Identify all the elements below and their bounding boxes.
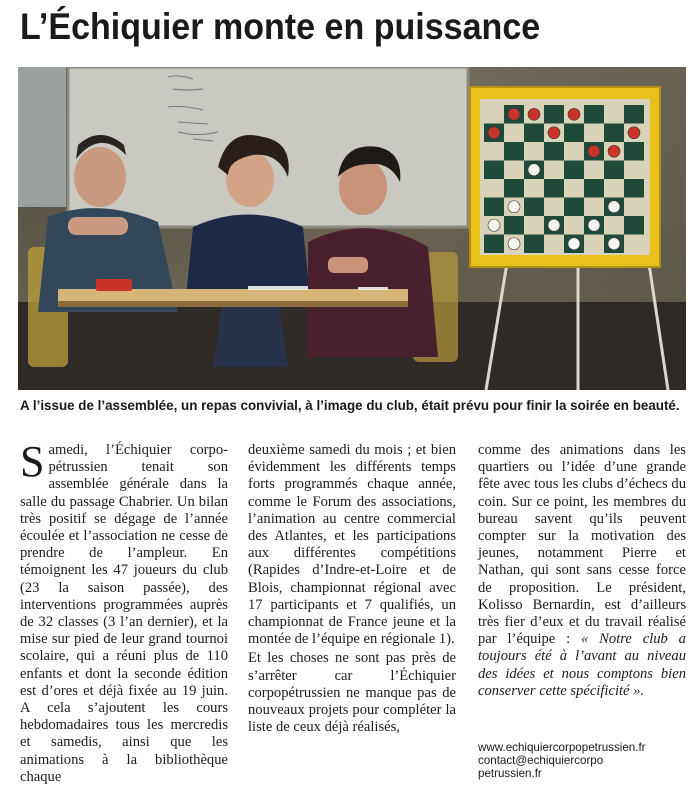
chess-piece [508, 108, 520, 120]
chess-piece [608, 201, 620, 213]
chess-square [544, 105, 564, 124]
chess-square [564, 198, 584, 217]
chess-piece [548, 127, 560, 139]
chess-board [484, 105, 644, 253]
chess-square [604, 179, 624, 198]
chess-square [484, 235, 504, 254]
chess-square [504, 179, 524, 198]
chess-square [584, 198, 604, 217]
chess-square [504, 124, 524, 143]
contact-links [478, 741, 688, 780]
chess-piece [528, 108, 540, 120]
chess-square [624, 198, 644, 217]
chess-square [564, 124, 584, 143]
chess-piece [508, 238, 520, 250]
chess-square [564, 142, 584, 161]
headline: L’Échiquier monte en puissance [20, 6, 541, 47]
chess-square [584, 179, 604, 198]
chess-piece [508, 201, 520, 213]
chess-square [624, 235, 644, 254]
chess-square [484, 179, 504, 198]
chess-square [604, 161, 624, 180]
chess-square [524, 216, 544, 235]
chess-square [484, 198, 504, 217]
chess-square [524, 179, 544, 198]
paragraph: Et les choses ne sont pas près de s’arrêter car l’Échiquier corpopétrussien ne manque pas de nouveaux projets pour compléter la liste de ceux déjà réalisés, [248, 650, 456, 736]
chess-square [544, 179, 564, 198]
chess-square [564, 179, 584, 198]
chess-square [544, 198, 564, 217]
chess-piece [588, 219, 600, 231]
chess-square [544, 235, 564, 254]
chess-square [624, 161, 644, 180]
article-photo [18, 67, 686, 390]
chess-square [604, 216, 624, 235]
drop-cap: S [20, 437, 45, 486]
chess-piece [548, 219, 560, 231]
chess-square [564, 216, 584, 235]
chess-square [624, 216, 644, 235]
chess-square [504, 161, 524, 180]
chess-square [584, 235, 604, 254]
chess-square [544, 161, 564, 180]
chess-square [484, 161, 504, 180]
paragraph-text: amedi, l’Échiquier corpo-pétrussien tenait son assemblée générale dans la salle du passage Chabrier. Un bilan très positif se dégage de l’année écoulée et l’association ne cesse de prendre de l’ampleur. En témoignent les 47 joueurs du club (23 la saison passée), des interventions programmées auprès de 32 classes (3 l’an dernier), et la mise sur pied de leur grand tournoi scolaire, qui a réuni plus de 110 enfants et dont la seconde édition est d’ores et déjà fixée au 19 juin. A cela s’ajoutent les cours hebdomadaires tous les mercredis et samedis, ainsi que les animations à la bibliothèque chaque [20, 442, 228, 785]
chess-piece [608, 238, 620, 250]
chess-piece [488, 219, 500, 231]
chess-square [504, 142, 524, 161]
chess-square [524, 124, 544, 143]
chess-piece [608, 145, 620, 157]
chess-piece [488, 127, 500, 139]
chess-piece [588, 145, 600, 157]
chess-square [604, 124, 624, 143]
chess-square [564, 161, 584, 180]
email-link-line2[interactable]: petrussien.fr [478, 767, 542, 780]
chess-square [584, 161, 604, 180]
paragraph [478, 442, 686, 700]
chess-square [524, 235, 544, 254]
photo-caption: A l’issue de l’assemblée, un repas convivial, à l’image du club, était prévu pour finir la soirée en beauté. [20, 398, 680, 413]
president-quote: « Notre club a toujours été à l’avant au niveau des idées et nous comptons bien conserver cette spécificité ». [478, 631, 686, 699]
chess-piece [528, 164, 540, 176]
article-column-2 [248, 442, 456, 736]
paragraph [20, 437, 228, 786]
chess-square [584, 124, 604, 143]
article-column-3 [478, 442, 686, 700]
chess-square [544, 142, 564, 161]
chess-club-meeting-image [18, 67, 686, 390]
paragraph: deuxième samedi du mois ; et bien évidemment les différents temps forts programmés chaque année, comme le Forum des associations, l’animation au centre commercial des Atlantes, et les participations aux différentes compétitions (Rapides d’Indre-et-Loire et de Blois, championnat régional avec 17 participants et 7 qualifiés, un championnat de France jeune et la montée de l’équipe en régionale 1). [248, 442, 456, 648]
chess-square [604, 105, 624, 124]
chess-piece [568, 108, 580, 120]
chess-square [484, 105, 504, 124]
chess-square [624, 105, 644, 124]
chess-square [484, 142, 504, 161]
chess-square [524, 142, 544, 161]
email-link-line1[interactable]: contact@echiquiercorpo [478, 754, 604, 767]
website-link[interactable]: www.echiquiercorpopetrussien.fr [478, 741, 646, 754]
chess-square [624, 142, 644, 161]
chess-piece [568, 238, 580, 250]
chess-square [504, 216, 524, 235]
chess-piece [628, 127, 640, 139]
article-column-1 [20, 437, 228, 786]
chess-square [524, 198, 544, 217]
paragraph-text: comme des animations dans les quartiers ou l’idée d’une grande fête avec tous les clubs d’échecs du coin. Sur ce point, les membres du bureau savent qu’ils peuvent compter sur la motivation des jeunes, notamment Pierre et Nathan, qui sont sans cesse force de proposition. Le président, Kolisso Bernardin, est d’ailleurs très fier d’eux et du travail réalisé par l’équipe : [478, 442, 686, 648]
chess-square [624, 179, 644, 198]
chess-square [584, 105, 604, 124]
